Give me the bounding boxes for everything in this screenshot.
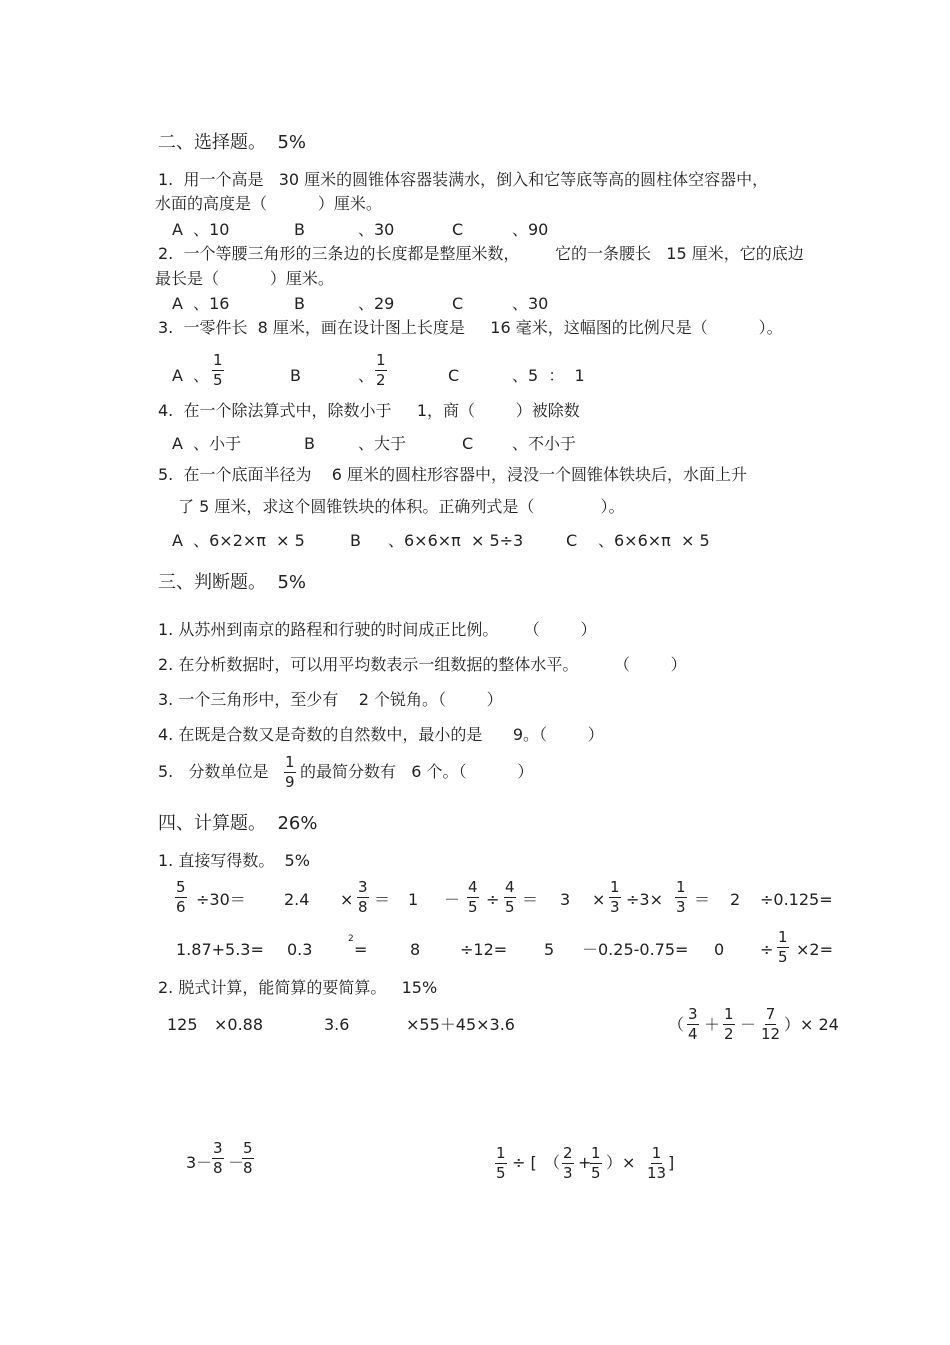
q4-line1: 4. 在一个除法算式中，除数小于 1，商（ ）被除数 bbox=[158, 401, 580, 420]
row1-frac-3: $\frac{4}{5}$ bbox=[468, 878, 478, 916]
row1-expr-3-div: ÷ bbox=[486, 890, 500, 909]
calc1-a: 125 bbox=[167, 1015, 198, 1034]
q5-line1: 5. 在一个底面半径为 6 厘米的圆柱形容器中，浸没一个圆锥体铁块后，水面上升 bbox=[158, 465, 748, 484]
q1-option-b-letter: B bbox=[294, 220, 305, 239]
q1-option-a: A 、10 bbox=[172, 220, 230, 239]
row1-expr-5-b: ÷0.125= bbox=[760, 890, 833, 909]
calc5-close: ）× bbox=[606, 1153, 636, 1172]
section-3-title: 三、判断题。 5% bbox=[158, 572, 306, 593]
row2-expr-3-b: ÷12= bbox=[460, 940, 508, 959]
row1-expr-3-minus: － bbox=[444, 890, 461, 909]
row1-frac-2: $\frac{3}{8}$ bbox=[358, 878, 368, 916]
row1-expr-3-eq: ＝ bbox=[522, 890, 539, 909]
calc3-plus: ＋ bbox=[704, 1015, 721, 1034]
calc4-minus: － bbox=[228, 1153, 245, 1172]
row1-expr-3-a: 1 bbox=[408, 890, 419, 909]
q1-line2: 水面的高度是（ ）厘米。 bbox=[155, 194, 382, 213]
row2-expr-5-div: ÷ bbox=[760, 940, 774, 959]
calc5-frac-2: $\frac{2}{3}$ bbox=[563, 1144, 573, 1182]
q2-line1: 2. 一个等腰三角形的三条边的长度都是整厘米数， 它的一条腰长 15 厘米，它的底边 bbox=[158, 244, 804, 263]
q3-option-a: A 、 bbox=[172, 366, 210, 385]
q4-option-b: 、大于 bbox=[358, 434, 407, 453]
row2-expr-2-eq: = bbox=[354, 940, 368, 959]
calc3-minus: － bbox=[740, 1015, 757, 1034]
row1-expr-4-eq: ＝ bbox=[694, 890, 711, 909]
q3-fraction-a: $\frac{1}{5}$ bbox=[213, 351, 223, 389]
q3-option-c: 、5 ： 1 bbox=[512, 366, 585, 385]
judge-item-5-fraction: $\frac{1}{9}$ bbox=[285, 753, 295, 791]
calc3-frac-3: $\frac{7}{12}$ bbox=[761, 1005, 781, 1043]
judge-item-3: 3. 一个三角形中，至少有 2 个锐角。（ ） bbox=[158, 690, 503, 709]
q2-option-b: 、29 bbox=[358, 294, 395, 313]
row2-expr-2-a: 0.3 bbox=[287, 940, 313, 959]
q2-option-c-letter: C bbox=[452, 294, 464, 313]
q4-option-a: A 、小于 bbox=[172, 434, 242, 453]
q3-fraction-b: $\frac{1}{2}$ bbox=[376, 351, 386, 389]
q5-option-a: A 、6×2×π × 5 bbox=[172, 531, 305, 550]
q5-option-b: 、6×6×π × 5÷3 bbox=[388, 531, 524, 550]
calc3-frac-2: $\frac{1}{2}$ bbox=[724, 1005, 734, 1043]
q3-line1: 3. 一零件长 8 厘米，画在设计图上长度是 16 毫米，这幅图的比例尺是（ ）。 bbox=[158, 318, 783, 337]
q5-line2: 了 5 厘米，求这个圆锥铁块的体积。正确列式是（ ）。 bbox=[178, 497, 625, 516]
calc1-b: ×0.88 bbox=[214, 1015, 264, 1034]
q5-option-c: 、6×6×π × 5 bbox=[598, 531, 710, 550]
q1-option-c: 、90 bbox=[512, 220, 549, 239]
q2-option-c: 、30 bbox=[512, 294, 549, 313]
step-calc-heading: 2. 脱式计算，能简算的要简算。 15% bbox=[158, 978, 438, 997]
direct-calc-heading: 1. 直接写得数。 5% bbox=[158, 851, 310, 870]
row1-expr-1: ÷30＝ bbox=[196, 890, 246, 909]
row2-expr-3-a: 8 bbox=[410, 940, 421, 959]
q1-line1: 1. 用一个高是 30 厘米的圆锥体容器装满水，倒入和它等底等高的圆柱体空容器中， bbox=[158, 170, 769, 189]
calc5-frac-1: $\frac{1}{5}$ bbox=[496, 1144, 506, 1182]
row2-expr-5-a: 0 bbox=[714, 940, 725, 959]
row2-frac-1: $\frac{1}{5}$ bbox=[778, 928, 788, 966]
row1-expr-2-op: × bbox=[340, 890, 354, 909]
row1-expr-4-op: × bbox=[592, 890, 606, 909]
row1-expr-4-mid: ÷3× bbox=[626, 890, 663, 909]
calc5-open: （ bbox=[544, 1153, 561, 1172]
q3-option-b-sep: 、 bbox=[358, 366, 375, 385]
row1-frac-4: $\frac{4}{5}$ bbox=[505, 878, 515, 916]
q4-option-c-letter: C bbox=[462, 434, 474, 453]
section-4-title: 四、计算题。 26% bbox=[158, 813, 318, 834]
section-2-title: 二、选择题。 5% bbox=[158, 132, 306, 153]
calc2-b: ×55＋45×3.6 bbox=[406, 1015, 515, 1034]
q2-option-a: A 、16 bbox=[172, 294, 230, 313]
row1-expr-5-a: 2 bbox=[730, 890, 741, 909]
row1-frac-1: $\frac{5}{6}$ bbox=[176, 878, 186, 916]
calc4-frac-1: $\frac{3}{8}$ bbox=[213, 1139, 223, 1177]
q2-option-b-letter: B bbox=[294, 294, 305, 313]
calc3-frac-1: $\frac{3}{4}$ bbox=[688, 1005, 698, 1043]
row2-expr-5-b: ×2= bbox=[796, 940, 833, 959]
q3-option-c-letter: C bbox=[448, 366, 460, 385]
row2-expr-4-a: 5 bbox=[544, 940, 555, 959]
calc4-lead: 3－ bbox=[186, 1153, 213, 1172]
q1-option-c-letter: C bbox=[452, 220, 464, 239]
calc3-close: ）× 24 bbox=[784, 1015, 839, 1034]
judge-item-1: 1. 从苏州到南京的路程和行驶的时间成正比例。 （ ） bbox=[158, 620, 597, 639]
q5-option-b-letter: B bbox=[350, 531, 361, 550]
judge-item-5-prefix: 5. 分数单位是 bbox=[158, 762, 269, 781]
q4-option-b-letter: B bbox=[304, 434, 315, 453]
row1-expr-2-eq: ＝ bbox=[374, 890, 391, 909]
judge-item-2: 2. 在分析数据时，可以用平均数表示一组数据的整体水平。 （ ） bbox=[158, 655, 687, 674]
row2-expr-1: 1.87+5.3= bbox=[176, 940, 264, 959]
row1-frac-5: $\frac{1}{3}$ bbox=[610, 878, 620, 916]
q4-option-c: 、不小于 bbox=[512, 434, 577, 453]
calc4-frac-2: $\frac{5}{8}$ bbox=[243, 1139, 253, 1177]
calc5-plus: + bbox=[578, 1153, 592, 1172]
calc5-end: ] bbox=[668, 1153, 675, 1172]
judge-item-4: 4. 在既是合数又是奇数的自然数中，最小的是 9。（ ） bbox=[158, 725, 604, 744]
row2-expr-4-b: －0.25-0.75= bbox=[582, 940, 689, 959]
row1-expr-2-a: 2.4 bbox=[284, 890, 310, 909]
row1-expr-4-a: 3 bbox=[560, 890, 571, 909]
q3-option-b-letter: B bbox=[290, 366, 301, 385]
calc2-a: 3.6 bbox=[324, 1015, 350, 1034]
q5-option-c-letter: C bbox=[566, 531, 578, 550]
calc5-div: ÷ [ bbox=[512, 1153, 537, 1172]
calc5-frac-4: $\frac{1}{13}$ bbox=[647, 1144, 667, 1182]
row2-expr-2-exponent: 2 bbox=[348, 934, 354, 944]
q1-option-b: 、30 bbox=[358, 220, 395, 239]
q2-line2: 最长是（ ）厘米。 bbox=[155, 269, 334, 288]
calc3-open: （ bbox=[668, 1015, 685, 1034]
calc5-frac-3: $\frac{1}{5}$ bbox=[591, 1144, 601, 1182]
row1-frac-6: $\frac{1}{3}$ bbox=[676, 878, 686, 916]
judge-item-5-suffix: 的最简分数有 6 个。（ ） bbox=[300, 762, 534, 781]
